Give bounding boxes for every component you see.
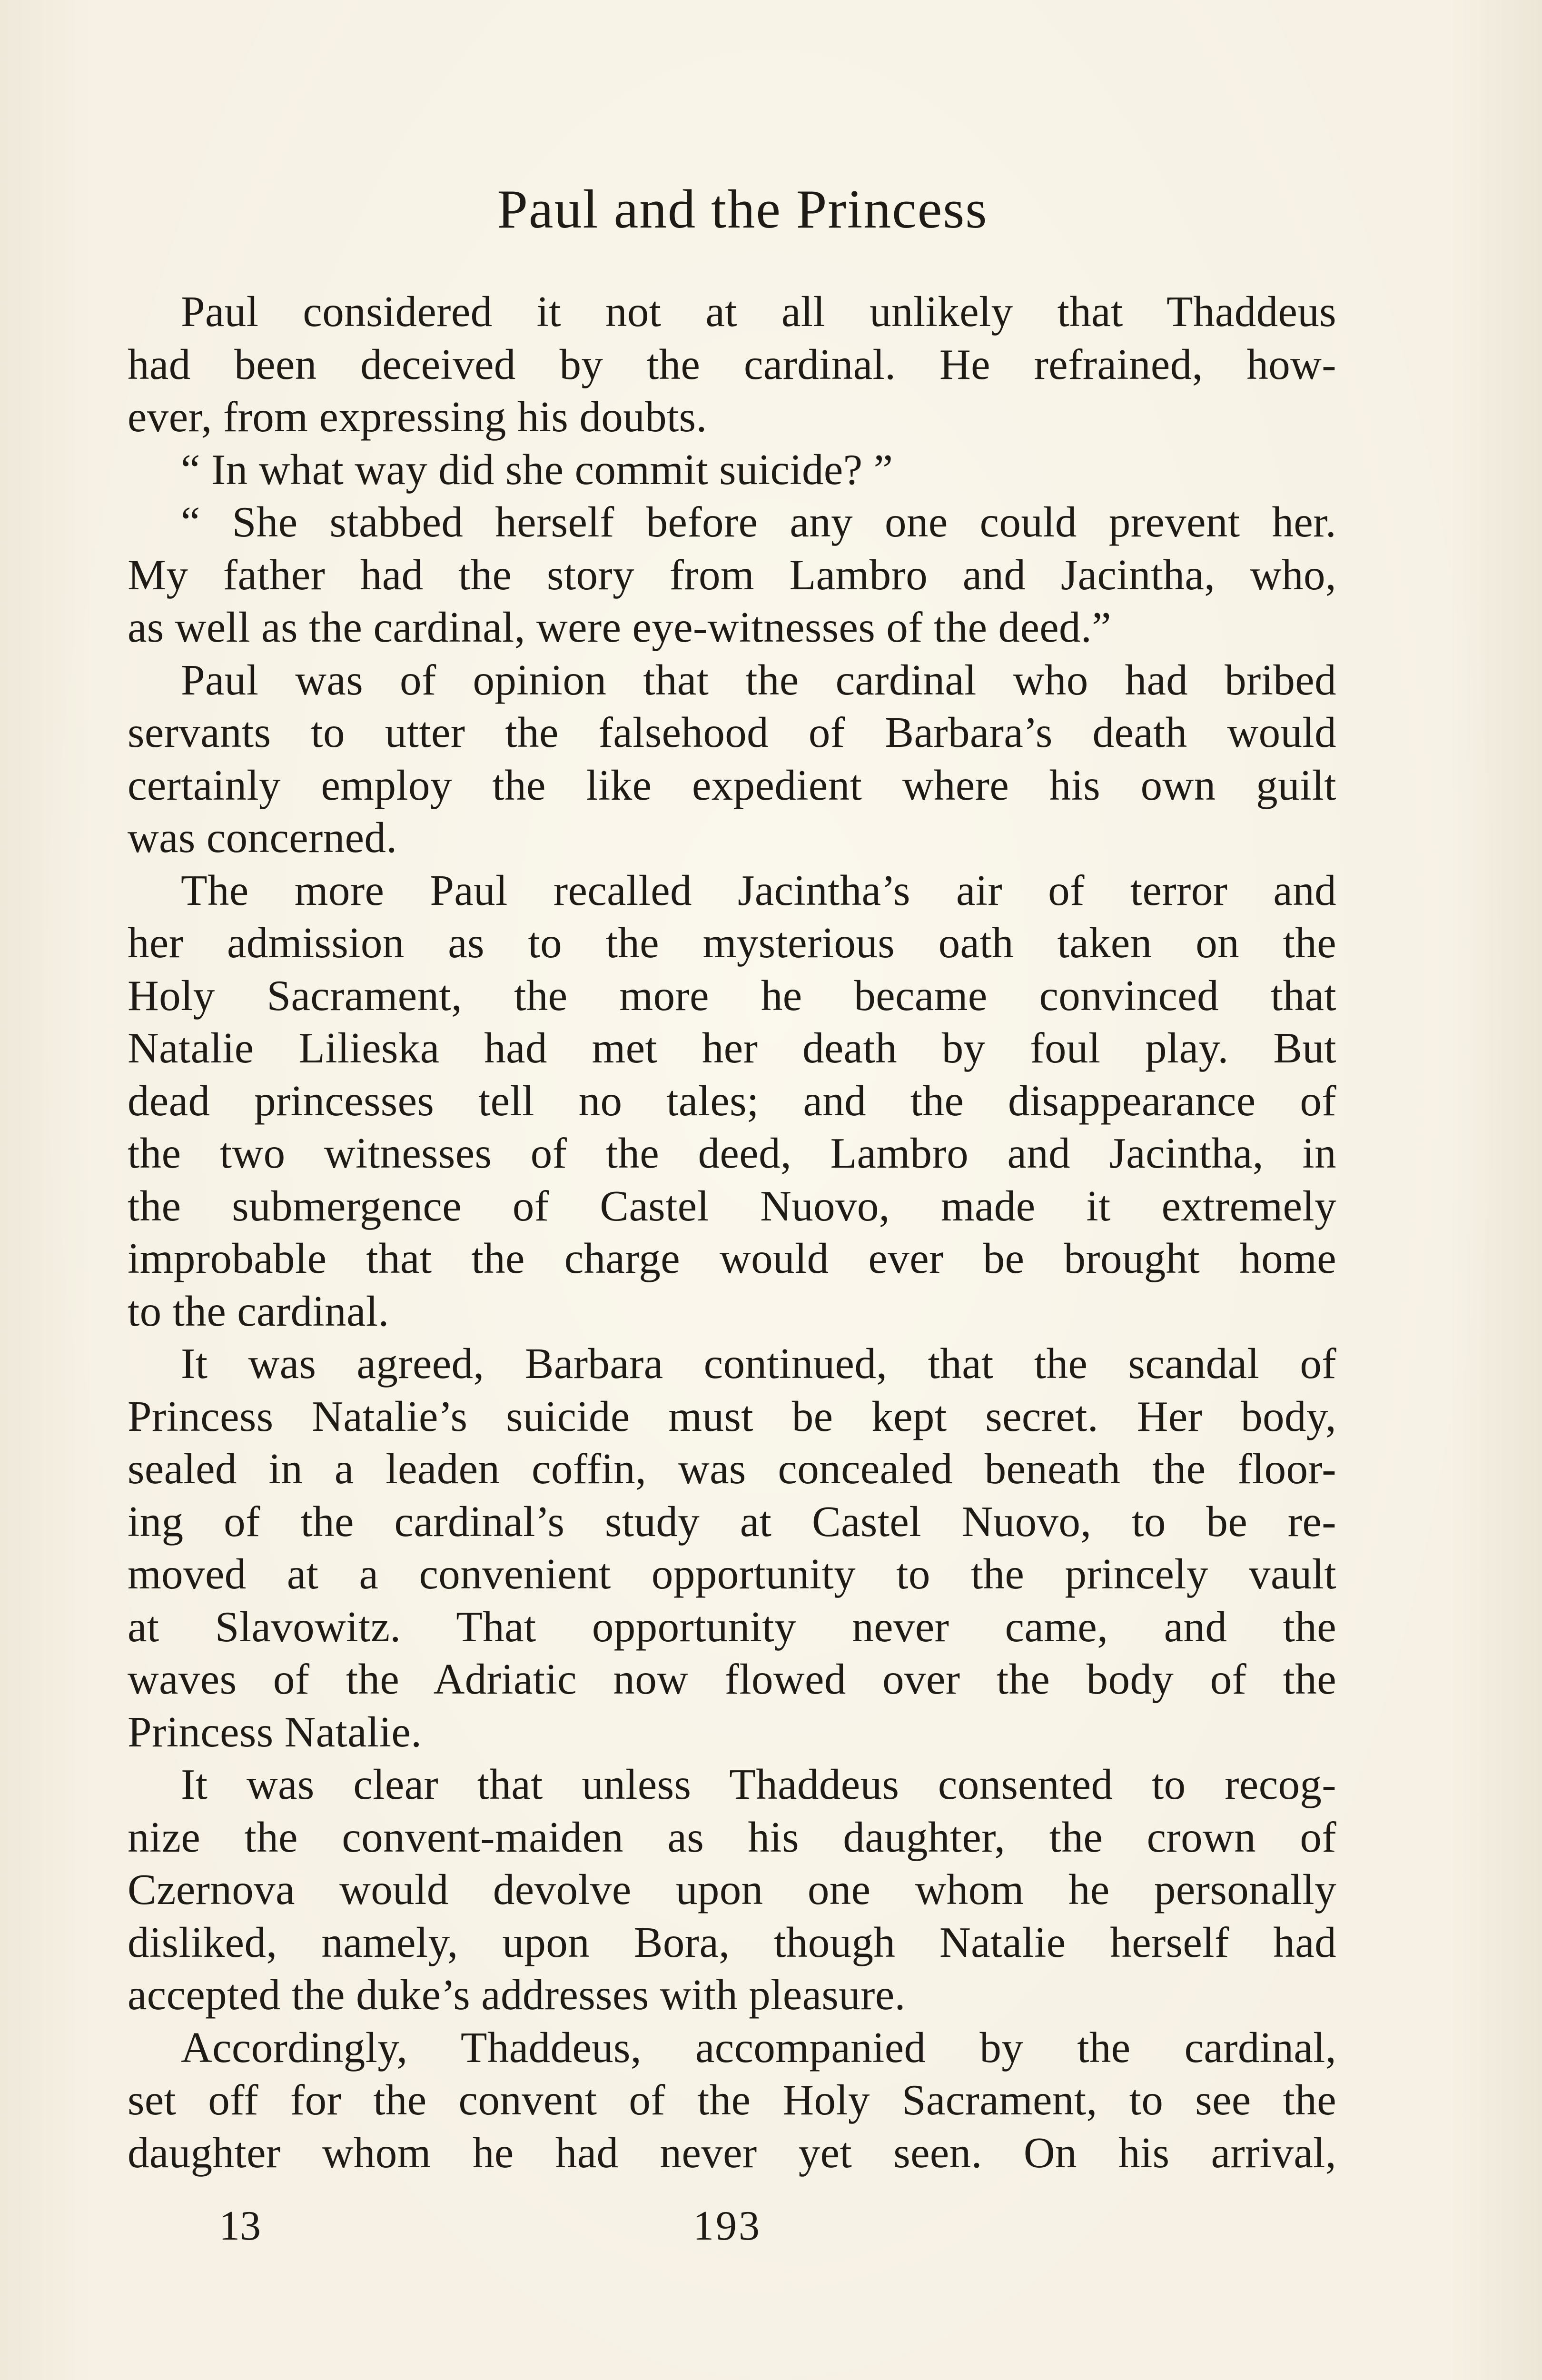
text-line: had been deceived by the cardinal. He refrained, how-	[128, 340, 1336, 388]
signature-mark: 13	[219, 2203, 261, 2249]
text-line: daughter whom he had never yet seen. On his arrival,	[128, 2128, 1336, 2177]
text-line: My father had the story from Lambro and Jacintha, who,	[128, 550, 1336, 599]
text-line: sealed in a leaden coffin, was concealed beneath the floor-	[128, 1445, 1336, 1493]
text-line: set off for the convent of the Holy Sacrament, to see the	[128, 2076, 1336, 2124]
text-line: Princess Natalie’s suicide must be kept secret. Her body,	[128, 1392, 1336, 1440]
page-number: 193	[693, 2203, 761, 2249]
text-line: the two witnesses of the deed, Lambro and Jacintha, in	[128, 1129, 1336, 1177]
running-head: Paul and the Princess	[497, 179, 988, 240]
text-line: was concerned.	[128, 813, 397, 862]
text-line: The more Paul recalled Jacintha’s air of terror and	[181, 866, 1336, 914]
text-line: moved at a convenient opportunity to the princely vault	[128, 1550, 1336, 1598]
text-line: Paul considered it not at all unlikely that Thaddeus	[181, 288, 1336, 336]
text-line: the submergence of Castel Nuovo, made it extremely	[128, 1181, 1336, 1230]
text-line: nize the convent-maiden as his daughter, the crown of	[128, 1813, 1336, 1861]
text-line: Princess Natalie.	[128, 1707, 422, 1756]
text-line: Natalie Lilieska had met her death by foul play. But	[128, 1024, 1336, 1072]
text-line: her admission as to the mysterious oath taken on the	[128, 919, 1336, 967]
text-line: Holy Sacrament, the more he became convinced that	[128, 971, 1336, 1020]
text-line: to the cardinal.	[128, 1287, 389, 1335]
text-line: ever, from expressing his doubts.	[128, 393, 707, 441]
text-line: It was clear that unless Thaddeus consented to recog-	[181, 1760, 1336, 1808]
text-line: ing of the cardinal’s study at Castel Nuovo, to be re-	[128, 1497, 1336, 1546]
text-line: Accordingly, Thaddeus, accompanied by the cardinal,	[181, 2023, 1336, 2072]
text-line: certainly employ the like expedient where his own guilt	[128, 761, 1336, 809]
text-line: dead princesses tell no tales; and the disappearance of	[128, 1076, 1336, 1125]
text-line: as well as the cardinal, were eye-witnesses of the deed.”	[128, 603, 1111, 651]
text-line: at Slavowitz. That opportunity never came, and the	[128, 1602, 1336, 1651]
text-line: It was agreed, Barbara continued, that the scandal of	[181, 1339, 1336, 1388]
text-line: waves of the Adriatic now flowed over the body of the	[128, 1655, 1336, 1703]
text-line: Czernova would devolve upon one whom he personally	[128, 1865, 1336, 1914]
text-line: Paul was of opinion that the cardinal who had bribed	[181, 655, 1336, 704]
text-line: accepted the duke’s addresses with pleasure.	[128, 1971, 906, 2019]
text-line: “ She stabbed herself before any one could prevent her.	[181, 498, 1336, 546]
text-line: improbable that the charge would ever be brought home	[128, 1234, 1336, 1282]
text-line: disliked, namely, upon Bora, though Natalie herself had	[128, 1918, 1336, 1966]
body-text	[128, 286, 1336, 2179]
text-line: “ In what way did she commit suicide? ”	[181, 445, 893, 494]
text-line: servants to utter the falsehood of Barbara’s death would	[128, 708, 1336, 756]
